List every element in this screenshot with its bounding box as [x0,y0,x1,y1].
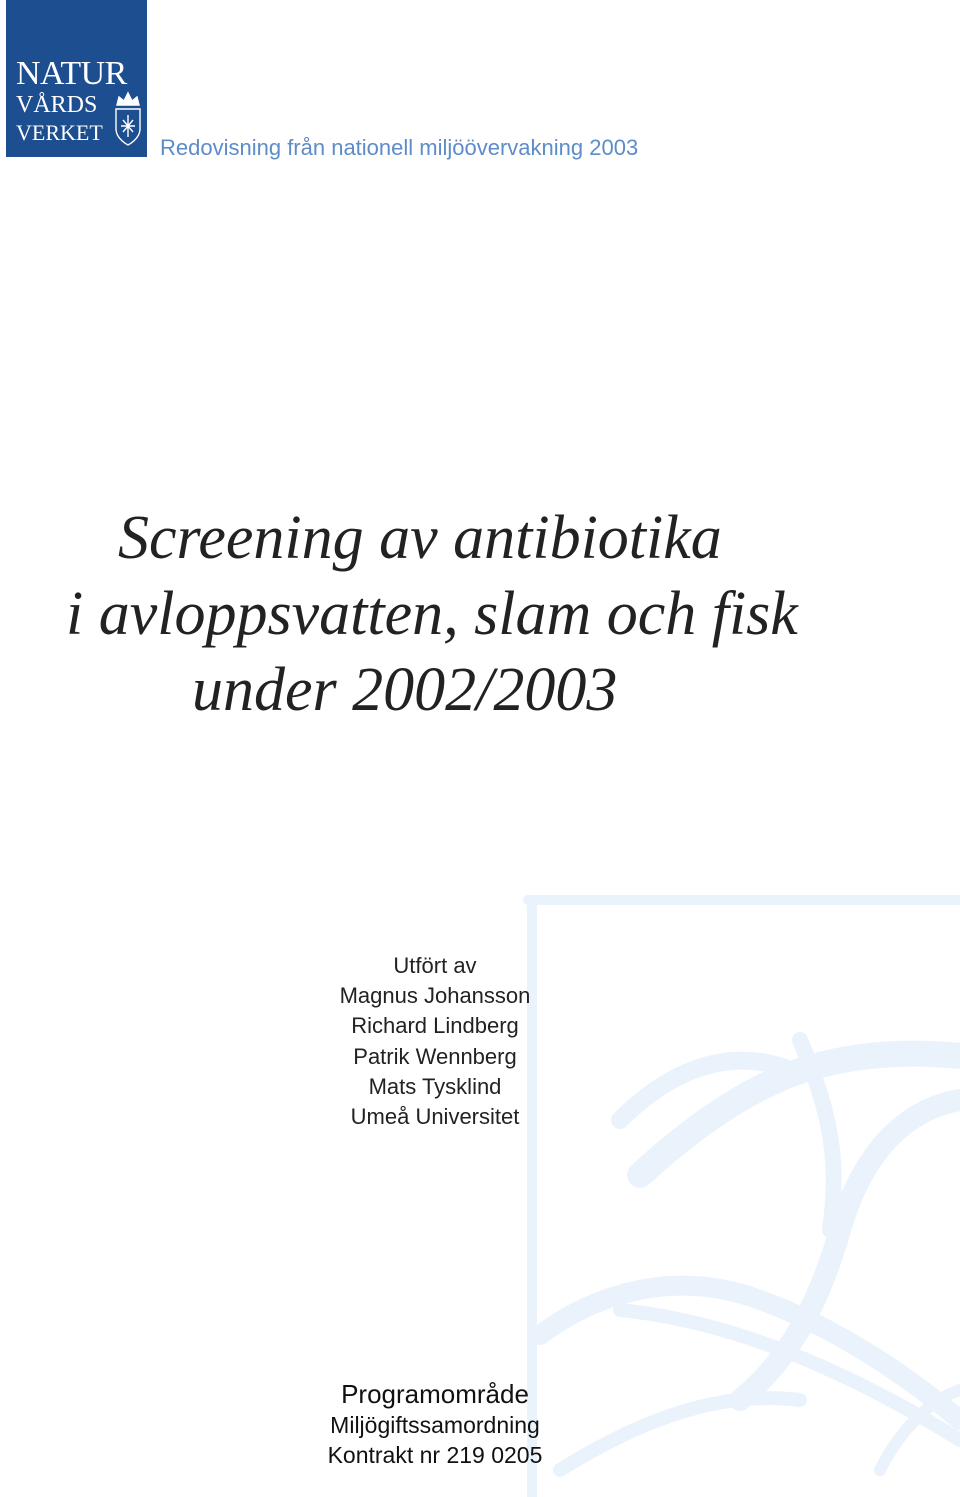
institution: Umeå Universitet [350,1104,520,1130]
authors-block [270,951,600,1132]
authors-heading: Utfört av [393,953,477,978]
program-block [285,1378,585,1470]
title-line-1: Screening av antibiotika [118,504,722,572]
contract-number: Kontrakt nr 219 0205 [327,1442,543,1468]
title-line-3: under 2002/2003 [192,656,618,724]
series-heading: Redovisning från nationell miljöövervakning 2003 [160,135,639,160]
author-name: Mats Tysklind [368,1073,502,1099]
program-area: Miljögiftssamordning [330,1412,540,1438]
author-name: Magnus Johansson [339,983,531,1009]
title-line-2: i avloppsvatten, slam och fisk [66,580,798,648]
report-title [0,500,960,728]
logo-line-1: NATUR [16,55,127,92]
author-name: Patrik Wennberg [353,1043,517,1069]
author-name: Richard Lindberg [351,1013,519,1039]
crown-crest-icon [113,91,143,147]
program-heading: Programområde [341,1379,529,1409]
logo-line-2: VÅRDS [16,92,98,118]
naturvardsverket-logo [6,0,147,157]
logo-line-3: VERKET [16,120,103,145]
